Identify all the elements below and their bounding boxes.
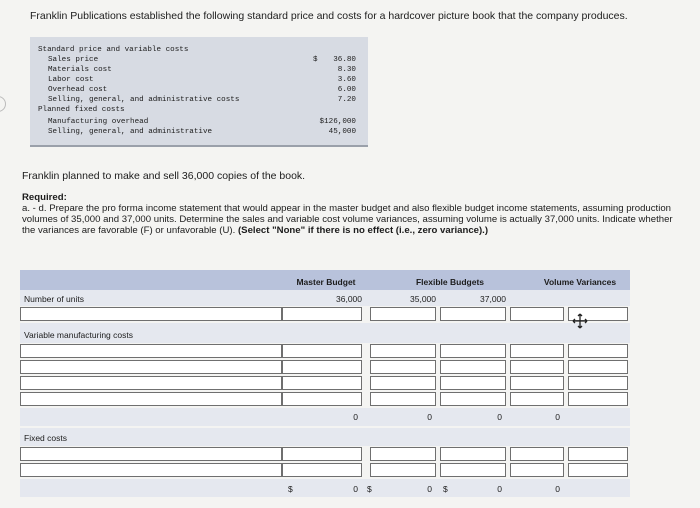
fixed-cost-type-select-2[interactable] [568, 463, 628, 477]
fixed-cost-type-select-1[interactable] [568, 447, 628, 461]
variable-cost-master-input-2[interactable] [282, 360, 362, 374]
flex1-amount-input[interactable] [370, 307, 436, 321]
variable-cost-flex1-input-2[interactable] [370, 360, 436, 374]
flex2-total: 0 [497, 484, 502, 494]
labor-value: 3.60 [337, 76, 356, 84]
variable-cost-type-select-3[interactable] [568, 376, 628, 390]
fixed-cost-label-input-1[interactable] [20, 447, 282, 461]
fixed-cost-flex1-input-2[interactable] [370, 463, 436, 477]
dollar-sign: $ [313, 56, 318, 64]
cost-heading: Standard price and variable costs [38, 46, 189, 54]
flexible-budgets-header: Flexible Budgets [415, 277, 484, 287]
sga-fixed-value: 45,000 [328, 128, 356, 136]
flex1-total-dollar: $ [367, 484, 372, 494]
line-label-input[interactable] [20, 307, 282, 321]
table-bottom-rule [30, 145, 368, 147]
variable-cost-master-input-4[interactable] [282, 392, 362, 406]
variable-cost-label-input-2[interactable] [20, 360, 282, 374]
variance-amount-input[interactable] [510, 307, 564, 321]
overhead-label: Overhead cost [48, 86, 108, 94]
master-subtotal: 0 [353, 412, 358, 422]
labor-label: Labor cost [48, 76, 94, 84]
sales-price-label: Sales price [48, 56, 99, 64]
overhead-value: 6.00 [337, 86, 356, 94]
scroll-indicator-icon [0, 96, 6, 112]
variable-cost-flex1-input-4[interactable] [370, 392, 436, 406]
fixed-costs-band [20, 428, 630, 446]
fixed-cost-label-input-2[interactable] [20, 463, 282, 477]
variable-cost-variance-input-4[interactable] [510, 392, 564, 406]
sales-price-value: 36.80 [333, 56, 356, 64]
flex2-subtotal: 0 [497, 412, 502, 422]
cost-data-table [30, 37, 368, 147]
fixed-cost-master-input-2[interactable] [282, 463, 362, 477]
required-heading: Required: [22, 192, 67, 203]
required-body: a. - d. Prepare the pro forma income statement that would appear in the master budget and also flexible budget income statements, assuming production volumes of 35,000 and 37,000 units. Determine the sales and variable cost volume variances, assuming volume is actually 37,000 units. Indicate whether the variances are favorable (F) or unfavorable (U). [22, 203, 673, 236]
mfg-overhead-label: Manufacturing overhead [48, 118, 149, 126]
flex-35000-units: 35,000 [410, 294, 436, 304]
fixed-cost-flex2-input-1[interactable] [440, 447, 506, 461]
master-total: 0 [353, 484, 358, 494]
variable-cost-label-input-3[interactable] [20, 376, 282, 390]
flex1-subtotal: 0 [427, 412, 432, 422]
fixed-cost-master-input-1[interactable] [282, 447, 362, 461]
fixed-cost-flex2-input-2[interactable] [440, 463, 506, 477]
variance-subtotal: 0 [555, 412, 560, 422]
variable-cost-type-select-1[interactable] [568, 344, 628, 358]
materials-label: Materials cost [48, 66, 112, 74]
master-units: 36,000 [336, 294, 362, 304]
fixed-cost-variance-input-2[interactable] [510, 463, 564, 477]
variable-cost-flex1-input-3[interactable] [370, 376, 436, 390]
plan-text: Franklin planned to make and sell 36,000 copies of the book. [22, 170, 306, 182]
variable-cost-flex2-input-1[interactable] [440, 344, 506, 358]
variable-cost-variance-input-2[interactable] [510, 360, 564, 374]
sga-variable-value: 7.20 [337, 96, 356, 104]
variable-cost-type-select-2[interactable] [568, 360, 628, 374]
intro-text: Franklin Publications established the following standard price and costs for a hardcover picture book that the company produces. [30, 10, 628, 22]
fixed-costs-heading: Planned fixed costs [38, 106, 125, 114]
variable-cost-variance-input-3[interactable] [510, 376, 564, 390]
master-amount-input[interactable] [282, 307, 362, 321]
flex2-total-dollar: $ [443, 484, 448, 494]
variable-cost-flex2-input-3[interactable] [440, 376, 506, 390]
flex1-total: 0 [427, 484, 432, 494]
variable-cost-label-input-4[interactable] [20, 392, 282, 406]
sga-variable-label: Selling, general, and administrative costs [48, 96, 240, 104]
variable-mfg-costs-label: Variable manufacturing costs [24, 330, 133, 340]
variable-cost-flex2-input-2[interactable] [440, 360, 506, 374]
move-cursor-icon [572, 313, 588, 329]
sga-fixed-label: Selling, general, and administrative [48, 128, 213, 136]
flex-37000-units: 37,000 [480, 294, 506, 304]
mfg-overhead-value: $126,000 [319, 118, 356, 126]
flex2-amount-input[interactable] [440, 307, 506, 321]
variable-cost-label-input-1[interactable] [20, 344, 282, 358]
variable-cost-master-input-3[interactable] [282, 376, 362, 390]
required-note: (Select "None" if there is no effect (i.e., zero variance).) [237, 225, 489, 236]
variance-total: 0 [555, 484, 560, 494]
variable-cost-flex1-input-1[interactable] [370, 344, 436, 358]
number-of-units-label: Number of units [24, 294, 84, 304]
fixed-cost-flex1-input-1[interactable] [370, 447, 436, 461]
fixed-cost-variance-input-1[interactable] [510, 447, 564, 461]
variable-cost-master-input-1[interactable] [282, 344, 362, 358]
fixed-costs-label: Fixed costs [24, 433, 67, 443]
required-section [22, 192, 682, 236]
materials-value: 8.30 [337, 66, 356, 74]
volume-variances-header: Volume Variances [543, 277, 617, 287]
variable-cost-variance-input-1[interactable] [510, 344, 564, 358]
income-statement-grid [20, 270, 630, 498]
master-total-dollar: $ [288, 484, 293, 494]
master-budget-header: Master Budget [296, 277, 356, 287]
variable-cost-type-select-4[interactable] [568, 392, 628, 406]
variable-cost-flex2-input-4[interactable] [440, 392, 506, 406]
